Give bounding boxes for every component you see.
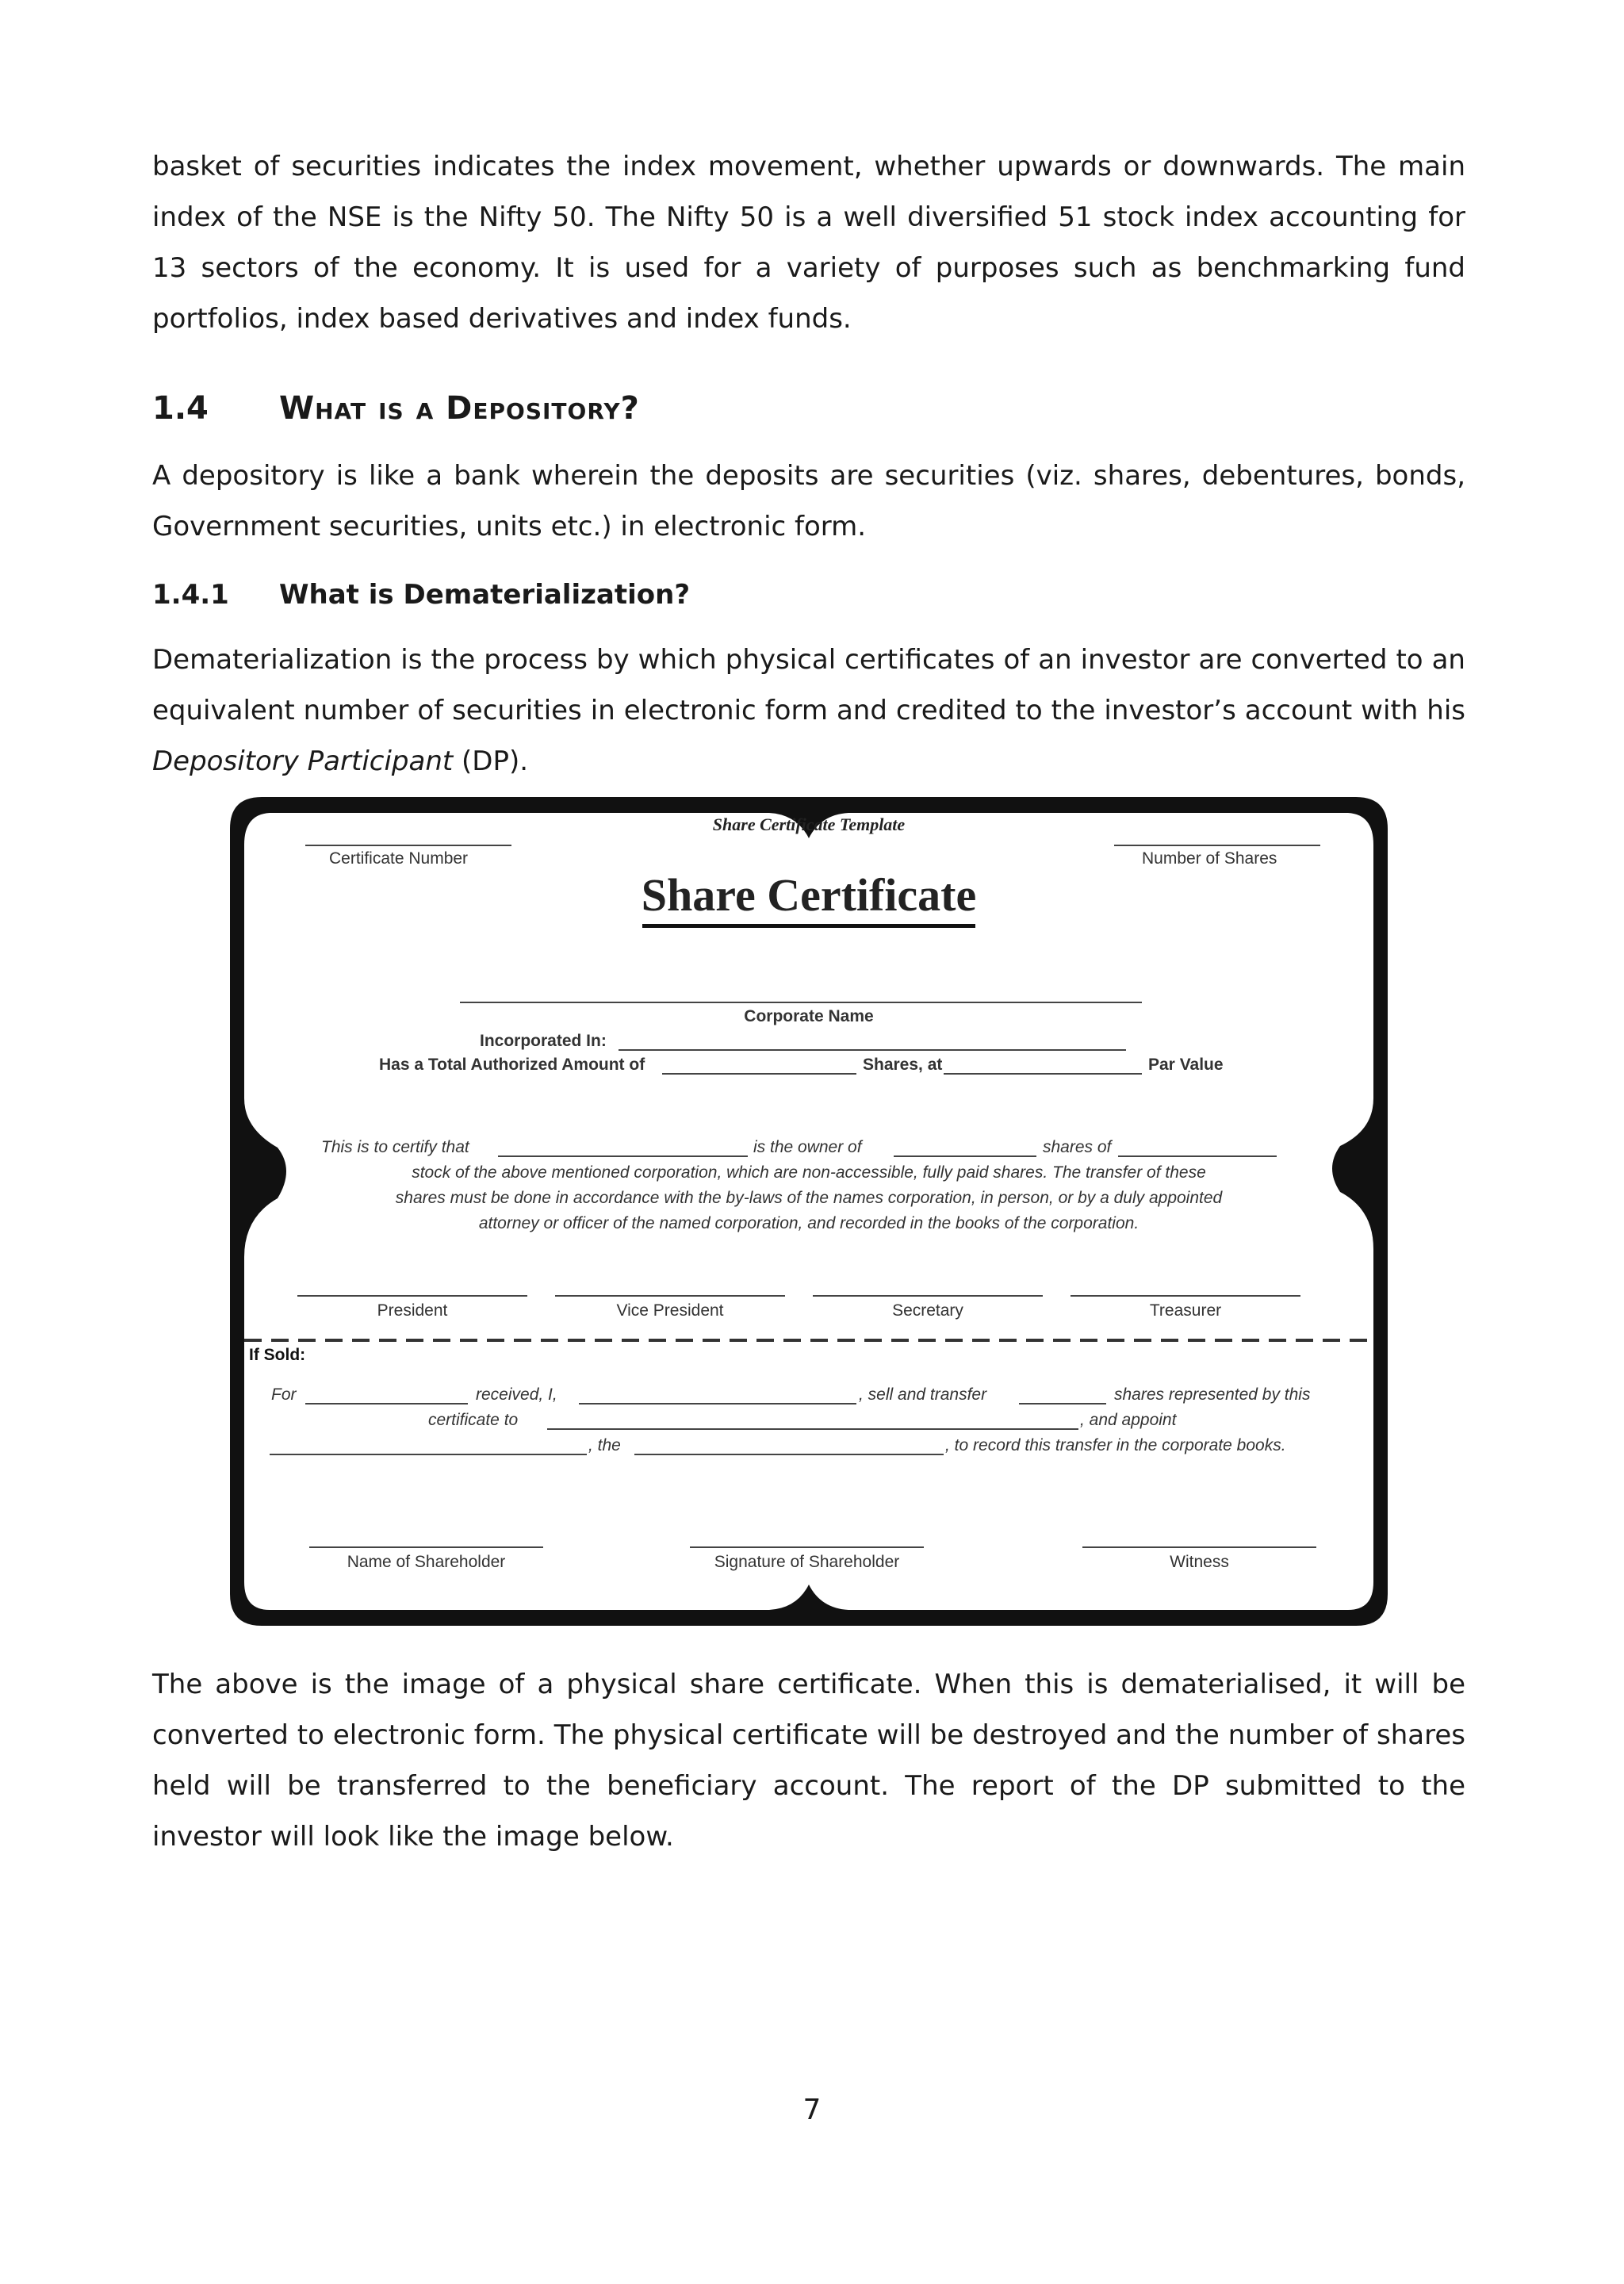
sold-record-text: , to record this transfer in the corporate books. — [945, 1436, 1286, 1454]
share-certificate-image — [230, 797, 1388, 1626]
signature-witness: Witness — [1170, 1553, 1229, 1571]
officer-president: President — [377, 1301, 448, 1320]
officer-vice-president: Vice President — [616, 1301, 724, 1320]
certify-text-line2: stock of the above mentioned corporation, which are non-accessible, fully paid shares. The transfer of these — [412, 1163, 1206, 1182]
demat-text-italic: Depository Participant — [152, 745, 454, 777]
depository-paragraph: A depository is like a bank wherein the deposits are securities (viz. shares, debentures, bonds, Government securities, units etc.) in electronic form. — [152, 460, 1465, 542]
sold-received-text: received, I, — [476, 1385, 557, 1404]
section-number: 1.4 — [152, 390, 209, 427]
certificate-number-label: Certificate Number — [329, 849, 469, 868]
authorized-amount-label: Has a Total Authorized Amount of — [379, 1056, 645, 1074]
template-label: Share Certificate Template — [712, 814, 906, 834]
officer-secretary: Secretary — [892, 1301, 963, 1320]
section-title: What is a Depository? — [279, 390, 640, 427]
subsection-number: 1.4.1 — [152, 579, 229, 611]
certify-text-line3: shares must be done in accordance with the by-laws of the names corporation, in person, or by a duly appointed — [395, 1189, 1223, 1207]
shares-at-label: Shares, at — [863, 1056, 943, 1074]
number-of-shares-label: Number of Shares — [1142, 849, 1277, 868]
intro-paragraph: basket of securities indicates the index movement, whether upwards or downwards. The main index of the NSE is the Nifty 50. The Nifty 50 is a well diversified 51 stock index accounting for 13 sectors of the economy. It is used for a variety of purposes such as benchmarking fund portfolios, index based derivatives and index funds. — [152, 151, 1465, 335]
signature-of-shareholder: Signature of Shareholder — [714, 1553, 900, 1571]
certify-text-1: This is to certify that — [321, 1138, 469, 1156]
demat-text-2: (DP). — [453, 745, 529, 777]
certificate-title: Share Certificate — [641, 869, 977, 921]
par-value-label: Par Value — [1148, 1056, 1224, 1074]
subsection-heading — [152, 579, 690, 611]
if-sold-label: If Sold: — [249, 1346, 306, 1364]
sold-the-text: , the — [588, 1436, 621, 1454]
demat-paragraph — [152, 634, 1465, 787]
page-number: 7 — [802, 2094, 822, 2126]
subsection-title: What is Dematerialization? — [279, 579, 691, 611]
officer-treasurer: Treasurer — [1149, 1301, 1222, 1320]
certify-text-line4: attorney or officer of the named corporation, and recorded in the books of the corporation. — [478, 1214, 1139, 1232]
corporate-name-label: Corporate Name — [744, 1007, 874, 1025]
sold-for-text: For — [271, 1385, 297, 1404]
after-image-paragraph: The above is the image of a physical share certificate. When this is dematerialised, it will be converted to electronic form. The physical certificate will be destroyed and the number of shares held will be transferred to the beneficiary account. The report of the DP submitted to the investor will look like the image below. — [152, 1669, 1465, 1853]
incorporated-in-label: Incorporated In: — [480, 1032, 607, 1050]
sold-cert-to-text: certificate to — [428, 1411, 519, 1429]
sold-appoint-text: , and appoint — [1080, 1411, 1177, 1429]
signature-name-of-shareholder: Name of Shareholder — [347, 1553, 506, 1571]
certify-text-2: is the owner of — [753, 1138, 862, 1156]
certify-text-3: shares of — [1043, 1138, 1112, 1156]
sold-sell-text: , sell and transfer — [859, 1385, 987, 1404]
section-heading — [152, 390, 640, 427]
sold-shares-text: shares represented by this — [1114, 1385, 1311, 1404]
demat-text-1: Dematerialization is the process by which physical certificates of an investor are converted to an equivalent number of securities in electronic form and credited to the investor’s account with his — [152, 644, 1465, 726]
